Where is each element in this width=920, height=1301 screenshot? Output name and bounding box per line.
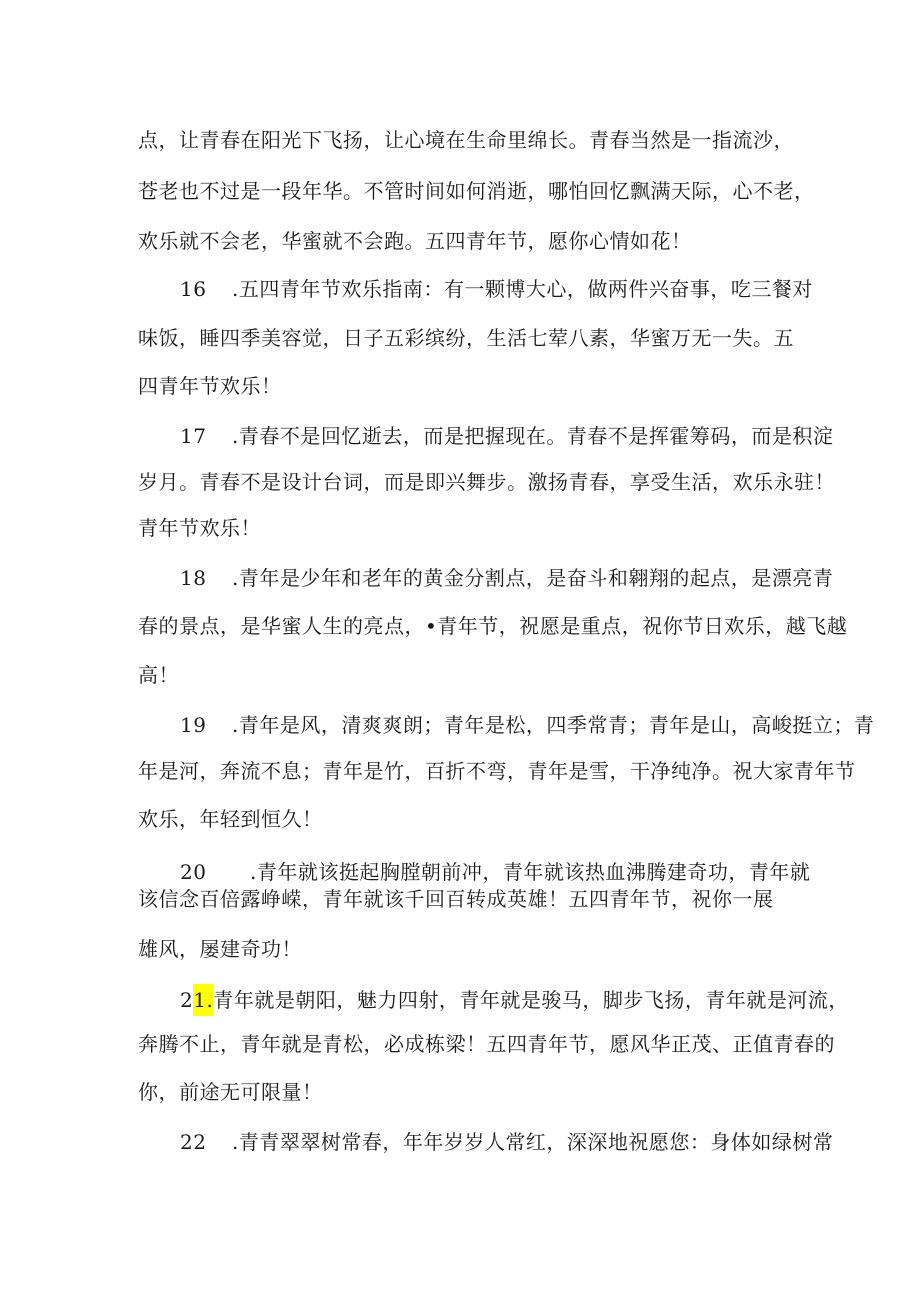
text-line: 高！ bbox=[138, 663, 179, 687]
paragraph-19-first-line bbox=[180, 713, 874, 737]
text-line: 味饭，睡四季美容觉，日子五彩缤纷，生活七荤八素，华蜜万无一失。五 bbox=[138, 326, 794, 350]
text-line: 年是河，奔流不息；青年是竹，百折不弯，青年是雪，干净纯净。祝大家青年节 bbox=[138, 759, 856, 783]
item-number: 17 bbox=[180, 424, 207, 448]
text-line: 点，让青春在阳光下飞扬，让心境在生命里绵长。青春当然是一指流沙， bbox=[138, 128, 794, 152]
paragraph-17-first-line bbox=[180, 424, 833, 448]
item-number: 16 bbox=[180, 277, 207, 301]
text-line: 欢乐就不会老，华蜜就不会跑。五四青年节，愿你心情如花！ bbox=[138, 229, 692, 253]
item-number-plain: 2 bbox=[180, 988, 194, 1012]
item-number: 20 bbox=[180, 860, 207, 884]
text-span: .青年就该挺起胸膛朝前冲，青年就该热血沸腾建奇功，青年就 bbox=[250, 860, 811, 884]
text-line: 奔腾不止，青年就是青松，必成栋梁！五四青年节，愿风华正茂、正值青春的 bbox=[138, 1032, 835, 1056]
text-line: 雄风，屡建奇功！ bbox=[138, 937, 302, 961]
text-span: 青年就是朝阳，魅力四射，青年就是骏马，脚步飞扬，青年就是河流， bbox=[213, 988, 849, 1012]
text-span: .青年是少年和老年的黄金分割点，是奋斗和翱翔的起点，是漂亮青 bbox=[232, 566, 834, 590]
item-number: 22 bbox=[180, 1130, 207, 1154]
text-line: 苍老也不过是一段年华。不管时间如何消逝，哪怕回忆飘满天际，心不老， bbox=[138, 179, 815, 203]
item-number: 19 bbox=[180, 713, 207, 737]
text-line: 青年节欢乐！ bbox=[138, 516, 261, 540]
paragraph-22-first-line bbox=[180, 1130, 833, 1154]
text-line: 该信念百倍露峥嵘，青年就该千回百转成英雄！五四青年节，祝你一展 bbox=[138, 887, 774, 911]
text-span: .青青翠翠树常春，年年岁岁人常红，深深地祝愿您：身体如绿树常 bbox=[232, 1130, 834, 1154]
text-span: .青春不是回忆逝去，而是把握现在。青春不是挥霍筹码，而是积淀 bbox=[232, 424, 834, 448]
text-span: .五四青年节欢乐指南：有一颗博大心，做两件兴奋事，吃三餐对 bbox=[232, 277, 813, 301]
text-span: .青年是风，清爽爽朗；青年是松，四季常青；青年是山，高峻挺立；青 bbox=[232, 713, 875, 737]
text-line: 欢乐，年轻到恒久！ bbox=[138, 807, 323, 831]
item-number: 18 bbox=[180, 566, 207, 590]
paragraph-20-first-line bbox=[180, 860, 810, 884]
paragraph-21-first-line bbox=[180, 984, 849, 1016]
paragraph-16-first-line bbox=[180, 277, 813, 301]
text-line: 四青年节欢乐！ bbox=[138, 374, 282, 398]
text-line: 你，前途无可限量！ bbox=[138, 1080, 323, 1104]
highlighted-number: 1. bbox=[193, 984, 213, 1016]
text-line: 春的景点，是华蜜人生的亮点，•青年节，祝愿是重点，祝你节日欢乐，越飞越 bbox=[138, 614, 848, 638]
text-line: 岁月。青春不是设计台词，而是即兴舞步。激扬青春，享受生活，欢乐永驻！ bbox=[138, 470, 835, 494]
paragraph-18-first-line bbox=[180, 566, 833, 590]
